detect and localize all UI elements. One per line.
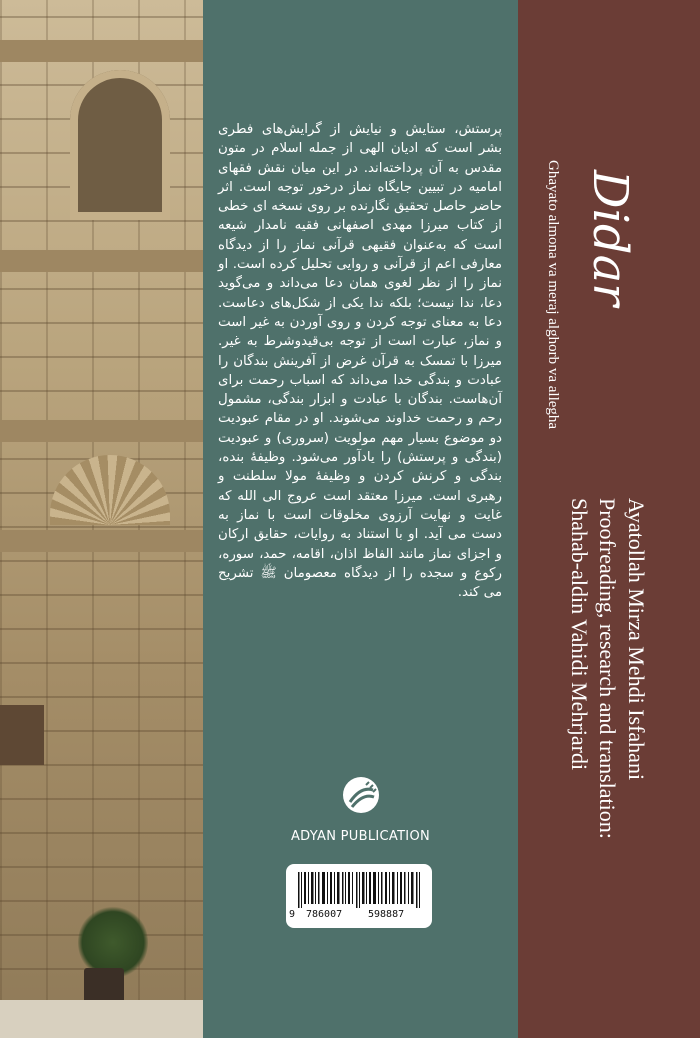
translator-credit-label: Proofreading, research and translation: [595,498,620,839]
ground [0,1000,203,1038]
description-text: پرستش، ستایش و نیایش از گرایش‌های فطری بشر است که ادیان الهی از جمله اسلام در متون مقدس به آن پرداخته‌اند. در این میان نقش فقهای امامیه در تبیین جایگاه نماز درخور توجه است. اثر حاضر حاصل تحقیق نگارنده بر روی نسخه ای خطی از کتاب میرزا مهدی اصفهانی فقیه نامدار شیعه است که به‌عنوان فقیهی قرآنی نماز را از دیدگاه معارفی اعم از قرآنی و روایی تحلیل کرده است. او نماز را از نظر لغوی همان دعا می‌داند و می‌گوید دعا، ندا نیست؛ بلکه ندا یکی از شکل‌های دعاست. دعا به معنای توجه کردن و روی آوردن به غیر است و نماز، عبارت است از توجه بی‌قیدوشرط به غیر. میرزا با تمسک به قرآن غرض از آفرینش بندگان را عبادت و بندگی خدا می‌داند که اسباب رحمت برای آن‌هاست. بندگان با عبادت و ابزار بندگی، مشمول رحم و رحمت خداوند می‌شوند. او در مقام عبودیت دو موضوع بسیار مهم مولویت (سروری) و عبودیت (بندگی و پرستش) را یادآور می‌شود. وظیفهٔ بنده، بندگی و کرنش کردن و وظیفهٔ مولا سلطنت و رهبری است. میرزا معتقد است عروج الی الله که غایت و نهایت آرزوی مخلوقات است با نماز به دست می آید. او با استناد به روایات، حقایق ارکان و اجزای نماز مانند الفاظ اذان، اقامه، حمد، سوره، رکوع و سجده را از دیدگاه معصومان ﷺ تشریح می کند. [218,122,502,601]
translator-name: Shahab-aldin Vahidi Mehrjardi [567,498,592,771]
barcode-digits-group1: 786007 [306,909,343,920]
stone-band [0,40,203,62]
barcode-digit-lead: 9 [289,909,296,920]
publisher-name: ADYAN PUBLICATION [290,829,431,844]
barcode [286,864,432,928]
wall-plaque [0,705,44,765]
cover-photo-stone-facade [0,0,203,1038]
barcode-bars [296,872,422,908]
book-subtitle: Ghayato almona va meraj alghorb va allegha [545,160,561,430]
author-name: Ayatollah Mirza Mehdi Isfahani [624,498,649,781]
stone-band [0,250,203,272]
stone-band [0,420,203,442]
book-title: Didar [582,170,638,307]
barcode-digits-group2: 598887 [368,909,405,920]
publisher-logo-icon [342,776,380,814]
stone-band [0,530,203,552]
arched-window [70,70,170,220]
shell-niche [50,455,170,525]
